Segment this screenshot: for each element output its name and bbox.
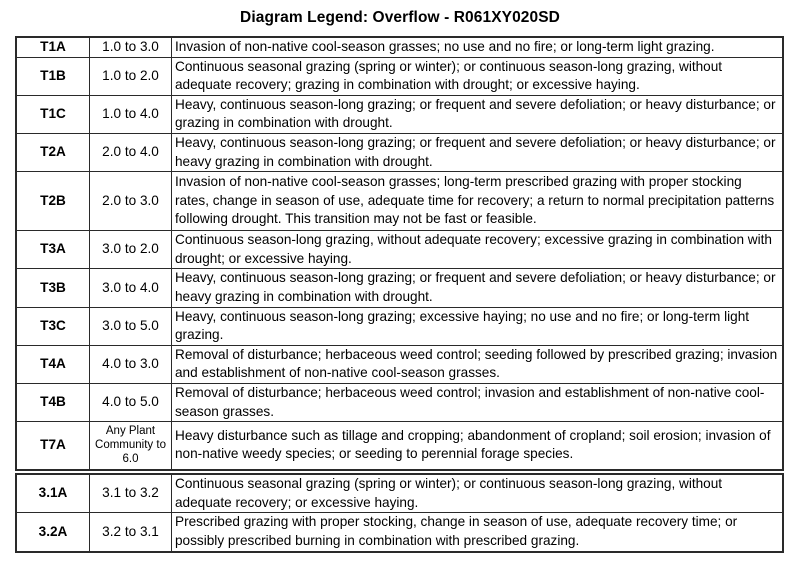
table-row xyxy=(16,37,783,57)
table-row xyxy=(16,422,783,470)
transition-range: 2.0 to 4.0 xyxy=(90,133,172,171)
transition-range: 3.0 to 2.0 xyxy=(90,231,172,269)
transition-range: 4.0 to 3.0 xyxy=(90,345,172,383)
transition-code: T1B xyxy=(16,57,90,95)
transition-description: Heavy, continuous season-long grazing; excessive haying; no use and no fire; or long-term light grazing. xyxy=(172,307,784,345)
transition-description: Heavy disturbance such as tillage and cropping; abandonment of cropland; soil erosion; invasion of non-native weedy species; or seeding to perennial forage species. xyxy=(172,422,784,470)
pathway-range: 3.2 to 3.1 xyxy=(90,513,172,552)
transition-code: T2B xyxy=(16,172,90,231)
transition-range: 1.0 to 2.0 xyxy=(90,57,172,95)
table-row xyxy=(16,269,783,307)
transition-code: T1C xyxy=(16,95,90,133)
transition-code: T4A xyxy=(16,345,90,383)
transition-description: Removal of disturbance; herbaceous weed control; seeding followed by prescribed grazing; invasion and establishment of non-native cool-season grasses. xyxy=(172,345,784,383)
pathway-description: Continuous seasonal grazing (spring or winter); or continuous season-long grazing, without adequate recovery; or excessive haying. xyxy=(172,474,784,513)
table-row xyxy=(16,307,783,345)
table-row xyxy=(16,474,783,513)
table-row xyxy=(16,513,783,552)
transition-description: Invasion of non-native cool-season grasses; long-term prescribed grazing with proper stocking rates, change in season of use, adequate time for recovery; a return to normal precipitation patterns following drought. This transition may not be fast or feasible. xyxy=(172,172,784,231)
transition-range: Any Plant Community to 6.0 xyxy=(90,422,172,470)
legend-title: Diagram Legend: Overflow - R061XY020SD xyxy=(240,9,560,26)
transition-description: Continuous season-long grazing, without adequate recovery; excessive grazing in combination with drought; or excessive haying. xyxy=(172,231,784,269)
pathway-range: 3.1 to 3.2 xyxy=(90,474,172,513)
transition-description: Invasion of non-native cool-season grasses; no use and no fire; or long-term light grazing. xyxy=(172,37,784,57)
table-row xyxy=(16,57,783,95)
table-row xyxy=(16,95,783,133)
transition-code: T3B xyxy=(16,269,90,307)
pathways-table xyxy=(15,473,784,553)
transition-range: 2.0 to 3.0 xyxy=(90,172,172,231)
transition-range: 1.0 to 4.0 xyxy=(90,95,172,133)
transition-range: 3.0 to 5.0 xyxy=(90,307,172,345)
pathway-code: 3.2A xyxy=(16,513,90,552)
transition-code: T7A xyxy=(16,422,90,470)
transition-description: Heavy, continuous season-long grazing; or frequent and severe defoliation; or heavy disturbance; or grazing in combination with drought. xyxy=(172,95,784,133)
transition-range: 4.0 to 5.0 xyxy=(90,383,172,421)
transition-description: Heavy, continuous season-long grazing; or frequent and severe defoliation; or heavy disturbance; or heavy grazing in combination with drought. xyxy=(172,133,784,171)
transition-code: T2A xyxy=(16,133,90,171)
transition-code: T4B xyxy=(16,383,90,421)
pathway-code: 3.1A xyxy=(16,474,90,513)
transition-code: T1A xyxy=(16,37,90,57)
table-row xyxy=(16,231,783,269)
transitions-table xyxy=(15,36,784,471)
transition-description: Heavy, continuous season-long grazing; or frequent and severe defoliation; or heavy disturbance; or heavy grazing in combination with drought. xyxy=(172,269,784,307)
transition-range: 3.0 to 4.0 xyxy=(90,269,172,307)
transition-range: 1.0 to 3.0 xyxy=(90,37,172,57)
transition-description: Removal of disturbance; herbaceous weed control; invasion and establishment of non-native cool-season grasses. xyxy=(172,383,784,421)
table-row xyxy=(16,133,783,171)
table-row xyxy=(16,345,783,383)
pathway-description: Prescribed grazing with proper stocking, change in season of use, adequate recovery time; or possibly prescribed burning in combination with prescribed grazing. xyxy=(172,513,784,552)
table-row xyxy=(16,172,783,231)
transition-description: Continuous seasonal grazing (spring or winter); or continuous season-long grazing, without adequate recovery; grazing in combination with drought; or excessive haying. xyxy=(172,57,784,95)
table-row xyxy=(16,383,783,421)
transition-code: T3A xyxy=(16,231,90,269)
transition-code: T3C xyxy=(16,307,90,345)
